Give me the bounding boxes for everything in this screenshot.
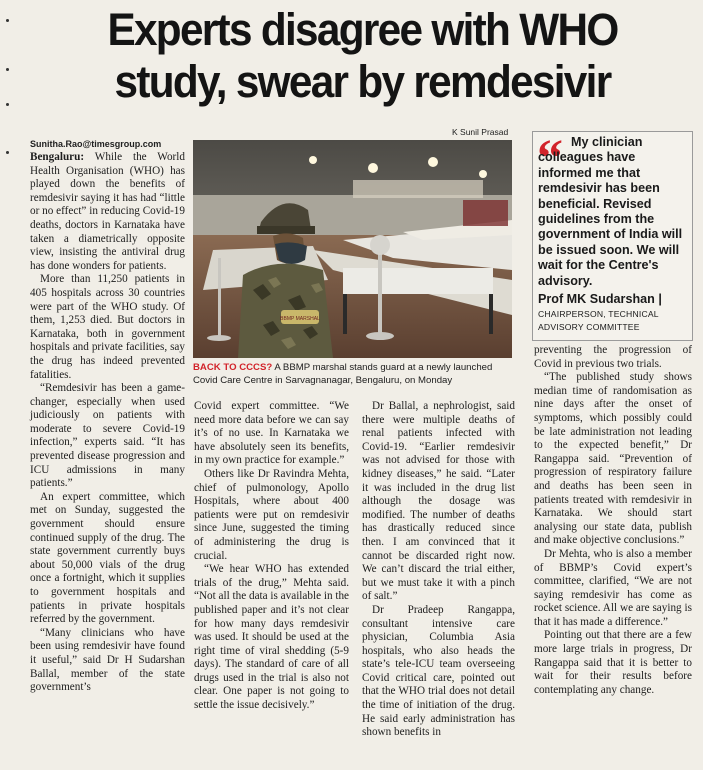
photo-caption xyxy=(193,362,513,387)
margin-dot xyxy=(6,68,9,71)
quote-mark-icon: “ xyxy=(537,130,557,187)
headline-line-1: Experts disagree with WHO xyxy=(107,4,618,55)
paragraph: “The published study shows median time of randomisation as nine days after the onset of symptoms, which possibly could be late administration not leading to the expected benefit,” Dr Rangappa said. “Prevention of progression of respiratory failure and deaths has been seen in patients treated with remdesivir in Karnataka. We should start analysing our state data, publish and make objective conclusions.” xyxy=(534,371,692,547)
caption-tag: BACK TO CCCS? xyxy=(193,362,273,373)
paragraph: “Many clinicians who have been using remdesivir have found it useful,” said Dr H Sudarshan Ballal, member of the state government’s xyxy=(30,626,185,694)
pull-quote-text: My clinician colleagues have informed me that remdesivir has been beneficial. Revised guidelines from the government of India will be issued soon. We will wait for the Centre's advisory. xyxy=(538,135,683,288)
paragraph: Dr Ballal, a nephrologist, said there were multiple deaths of renal patients infected with Covid-19. “Earlier remdesivir was not advised for those with kidney diseases,” he said. “Later it was included in the drug list although the dosage was modified. The number of deaths has drastically reduced since then. I am convinced that it cannot be discarded right now. We can’t discard the trial either, but we must take it with a pinch of salt.” xyxy=(362,400,515,603)
dateline: Bengaluru: xyxy=(30,151,85,163)
paragraph: Pointing out that there are a few more large trials in progress, Dr Rangappa said that it is better to wait for their results before contemplating any change. xyxy=(534,629,692,696)
paragraph: More than 11,250 patients in 405 hospitals across 30 countries were part of the WHO study. Of them, 1,253 died. But doctors in Karnataka, both in government hospitals and private facilities, say the drug has indeed prevented fatalities. xyxy=(30,273,185,381)
paragraph: While the World Health Organisation (WHO) has played down the benefits of remdesivir saying it has had “little or no effect” in reducing Covid-19 deaths, doctors in Karnataka have taken a diametrically opposite view, insisting the antiviral drug has done wonders for patients. xyxy=(30,151,185,272)
article-column-4 xyxy=(534,344,692,697)
headline xyxy=(50,4,675,108)
paragraph: preventing the progression of Covid in previous two trials. xyxy=(534,344,692,370)
paragraph: Dr Mehta, who is also a member of BBMP’s Covid expert’s committee, clarified, “We are not saying remdesivir has come as rocket science. All we are saying is that it has made a difference.” xyxy=(534,547,692,628)
paragraph: “We hear WHO has extended trials of the drug,” Mehta said. “Not all the data is available in the published paper and it’s not clear for how many days remdesivir was used. It should be used at the right time of viral shedding (5-9 days). The standard of care of all drugs used in the trial is also not clear. One paper is not going to settle the issue decisively.” xyxy=(194,563,350,712)
paragraph: “Remdesivir has been a game-changer, especially when used judiciously on patients with moderate to severe Covid-19 infection,” experts said. “It has prevented disease progression and ICU admissions in many patients.” xyxy=(30,382,185,490)
paragraph: Others like Dr Ravindra Mehta, chief of pulmonology, Apollo Hospitals, where about 400 patients were put on remdesivir since June, suggested the timing of administering the drug is crucial. xyxy=(194,467,349,562)
news-photo xyxy=(193,140,512,358)
badge-text: BBMP MARSHAL xyxy=(280,316,320,322)
margin-dot xyxy=(6,103,9,106)
byline: Sunitha.Rao@timesgroup.com xyxy=(30,139,162,149)
margin-dot xyxy=(6,19,9,22)
headline-line-2: study, swear by remdesivir xyxy=(114,56,611,107)
article-column-3 xyxy=(362,400,515,740)
article-column-2 xyxy=(194,400,349,713)
covid-care-centre-photo xyxy=(193,140,512,358)
paragraph: Dr Pradeep Rangappa, consultant intensive care physician, Columbia Asia hospitals, who also heads the state’s tele-ICU team overseeing Covid critical care, pointed out that the WHO trial does not detail the time of initiation of the drug. He said early administration has shown benefits in xyxy=(362,603,515,739)
paragraph: Covid expert committee. “We need more data before we can say it’s of no use. In Karnataka we have absolutely seen its benefits, in my own practice for example.” xyxy=(194,400,349,467)
paragraph: An expert committee, which met on Sunday, suggested the government should ensure continued supply of the drug. The state government currently buys about 50,000 vials of the drug once a fortnight, which it supplies to government hospitals and patients in private hospitals referred by the government. xyxy=(30,490,185,626)
article-column-1 xyxy=(30,151,185,695)
photo-credit: K Sunil Prasad xyxy=(452,127,509,137)
pull-quote xyxy=(537,130,688,289)
quote-role: CHAIRPERSON, TECHNICAL ADVISORY COMMITTEE xyxy=(538,309,659,332)
caption-text: A BBMP marshal stands guard at a newly launched Covid Care Centre in Sarvagnanagar, Bengaluru, on Monday xyxy=(193,362,493,386)
margin-dot xyxy=(6,151,9,154)
quote-attribution: Prof MK Sudarshan | xyxy=(538,292,662,306)
